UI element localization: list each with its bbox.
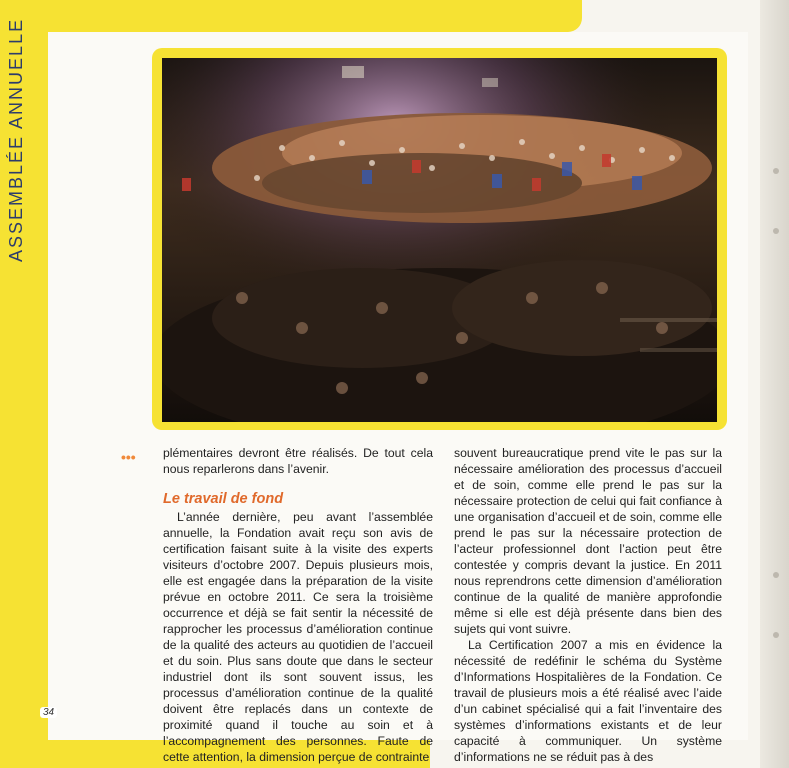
binding-hole [773, 572, 779, 578]
section-heading: Le travail de fond [163, 491, 284, 507]
page-gutter [760, 0, 789, 768]
crowd-photo [162, 58, 717, 422]
binding-hole [773, 228, 779, 234]
col1-paragraph-2: L’année dernière, peu avant l’assemblée annuelle, la Fondation avait reçu son avis de certification faisant suite à la visite des experts visiteurs d’octobre 2007. Depuis plusieurs mois, elle est engagée dans la préparation de la visite prévue en octobre 2011. Ce sera la troisième occurrence et déjà se fait sentir la nécessité de rapprocher les processus d’amélioration continue de la qualité des acteurs au quotidien de l’accueil et du soin. Plus sans doute que dans le secteur industriel dont ils sont souvent issus, les processus d’amélioration continue de la qualité doivent être replacés dans un contexte de proximité quand il touche au soin et à l’accompagnement des personnes. Faute de cette attention, la dimension perçue de contrainte [163, 510, 433, 764]
col2-paragraph-2: La Certification 2007 a mis en évidence la nécessité de redéfinir le schéma du Système d’Informations Hospitalières de la Fondation. Ce travail de plusieurs mois a été réalisé avec l’aide d’un cabinet spécialisé qui a fait l’inventaire des systèmes d’informations existants et de leur capacité à communiquer. Un système d’informations ne se réduit pas à des [454, 638, 722, 764]
crowd-photo-illustration [162, 58, 717, 422]
yellow-top-band [0, 0, 582, 32]
bullet-dots: ••• [121, 449, 136, 465]
binding-hole [773, 632, 779, 638]
binding-hole [773, 168, 779, 174]
text-column-2 [454, 445, 722, 765]
col2-paragraph-1: souvent bureaucratique prend vite le pas sur la nécessaire amélioration des processus d’accueil et de soin, comme elle prend le pas sur la nécessaire protection de celui qui fait confiance à une organisation d’accueil et de soin, comme elle prend le pas sur la nécessaire protection de l’acteur professionnel dont l’action peut être contestée y compris devant la justice. En 2011 nous reprendrons cette dimension d’amélioration continue de la qualité de manière approfondie même si elle est déjà présente dans bien des sujets qui vont suivre. [454, 446, 722, 636]
text-column-1 [163, 445, 433, 765]
col1-paragraph-1: plémentaires devront être réalisés. De tout cela nous reparlerons dans l’avenir. [163, 446, 433, 476]
page-number: 34 [40, 707, 57, 718]
section-title: ASSEMBLÉE ANNUELLE [6, 17, 26, 262]
